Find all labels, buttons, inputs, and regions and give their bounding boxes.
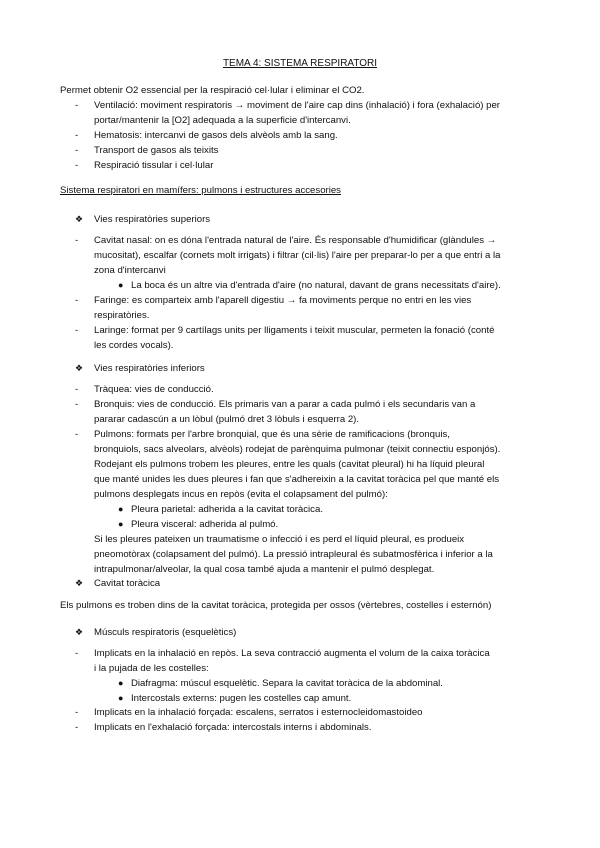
cavitat-nasal-line1: Cavitat nasal: on es dóna l'entrada natural de l'aire. És responsable d'humidificar (glàndules → (94, 235, 497, 246)
inhalacio-repos-line1: Implicats en la inhalació en repòs. La seva contracció augmenta el volum de la caixa toràcica (94, 648, 490, 659)
superiors-heading: Vies respiratòries superiors (94, 214, 211, 225)
cavitat-nasal-line3: zona d'intercanvi (94, 265, 166, 276)
laringe-line1: Laringe: format per 9 cartílags units per lligaments i teixit muscular, permeten la fonació (conté (94, 325, 495, 336)
dash-bullet: - (75, 130, 79, 141)
diamond-bullet-icon: ❖ (75, 214, 84, 224)
dash-bullet: - (75, 707, 79, 718)
diamond-bullet-icon: ❖ (75, 578, 84, 588)
intercostals-item: Intercostals externs: pugen les costelles cap amunt. (131, 693, 352, 704)
diamond-bullet-icon: ❖ (75, 363, 84, 373)
dash-bullet: - (75, 399, 79, 410)
inferiors-heading: Vies respiratòries inferiors (94, 363, 205, 374)
section-heading: Sistema respiratori en mamífers: pulmons i estructures accesories (60, 185, 341, 196)
dash-bullet: - (75, 295, 79, 306)
pleures-text-line3: intrapulmonar/alveolar, la qual cosa també ajuda a mantenir el pulmó desplegat. (94, 564, 435, 575)
intro-item-hematosis: Hematosis: intercanvi de gasos dels alvèols amb la sang. (94, 130, 338, 141)
boca-item: La boca és un altre via d'entrada d'aire (no natural, davant de grans necessitats d'aire). (131, 280, 501, 291)
dot-bullet-icon: ● (118, 280, 124, 290)
dash-bullet: - (75, 722, 79, 733)
pleures-text-line2: pneomotòrax (colapsament del pulmó). La pressió intrapleural és subatmosfèrica i inferior a la (94, 549, 493, 560)
dash-bullet: - (75, 429, 79, 440)
dot-bullet-icon: ● (118, 678, 124, 688)
diafragma-item: Diafragma: múscul esquelètic. Separa la cavitat toràcica de la abdominal. (131, 678, 443, 689)
pulmons-line2: bronquiols, sacs alveolars, alvèols) rodejat de parènquima pulmonar (teixit connectiu esponjós). (94, 444, 501, 455)
intro-item-ventilacio-line2: portar/mantenir la [O2] adequada a la superficie d'intercanvi. (94, 115, 351, 126)
inhalacio-forcada-item: Implicats en la inhalació forçada: escalens, serratos i esternocleidomastoideo (94, 707, 423, 718)
bronquis-line1: Bronquis: vies de conducció. Els primaris van a parar a cada pulmó i els secundaris van a (94, 399, 476, 410)
toracica-text: Els pulmons es troben dins de la cavitat toràcica, protegida per ossos (vèrtebres, costelles i esternón) (60, 600, 492, 611)
pulmons-line3: Rodejant els pulmons trobem les pleures, entre les quals (cavitat pleural) hi ha líquid pleural (94, 459, 485, 470)
pulmons-line1: Pulmons: formats per l'arbre bronquial, que és una sèrie de ramificacions (bronquis, (94, 429, 450, 440)
dot-bullet-icon: ● (118, 504, 124, 514)
faringe-line2: respiratòries. (94, 310, 150, 321)
diamond-bullet-icon: ❖ (75, 627, 84, 637)
traquea-item: Tràquea: vies de conducció. (94, 384, 214, 395)
pulmons-line5: pulmons desplegats incus en repòs (evita el colapsament del pulmó): (94, 489, 388, 500)
toracica-heading: Cavitat toràcica (94, 578, 161, 589)
intro-paragraph: Permet obtenir O2 essencial per la respiració cel·lular i eliminar el CO2. (60, 85, 365, 96)
laringe-line2: les cordes vocals). (94, 340, 174, 351)
dash-bullet: - (75, 235, 79, 246)
inhalacio-repos-line2: i la pujada de les costelles: (94, 663, 209, 674)
pulmons-line4: que manté unides les dues pleures i fan que s'adhereixin a la cavitat toràcica pel que manté els (94, 474, 500, 485)
dot-bullet-icon: ● (118, 519, 124, 529)
dash-bullet: - (75, 145, 79, 156)
pleura-parietal-item: Pleura parietal: adherida a la cavitat toràcica. (131, 504, 323, 515)
cavitat-nasal-line2: mucositat), escalfar (cornets molt irrigats) i filtrar (cil·lis) l'aire per preparar-lo per a que entri a la (94, 250, 501, 261)
intro-item-respiracio: Respiració tissular i cel·lular (94, 160, 214, 171)
dot-bullet-icon: ● (118, 693, 124, 703)
musculs-heading: Músculs respiratoris (esquelètics) (94, 627, 237, 638)
dash-bullet: - (75, 325, 79, 336)
faringe-line1: Faringe: es comparteix amb l'aparell digestiu → fa moviments perque no entri en les vies (94, 295, 472, 306)
intro-item-transport: Transport de gasos als teixits (94, 145, 219, 156)
pleura-visceral-item: Pleura visceral: adherida al pulmó. (131, 519, 279, 530)
dash-bullet: - (75, 160, 79, 171)
pleures-text-line1: Si les pleures pateixen un traumatisme o infecció i es perd el líquid pleural, es produeix (94, 534, 465, 545)
page-title: TEMA 4: SISTEMA RESPIRATORI (222, 58, 378, 69)
intro-item-ventilacio-line1: Ventilació: moviment respiratoris → moviment de l'aire cap dins (inhalació) i fora (exhalació) per (94, 100, 501, 111)
dash-bullet: - (75, 648, 79, 659)
dash-bullet: - (75, 384, 79, 395)
exhalacio-forcada-item: Implicats en l'exhalació forçada: intercostals interns i abdominals. (94, 722, 372, 733)
dash-bullet: - (75, 100, 79, 111)
bronquis-line2: pararar cadascún a un lòbul (pulmó dret 3 lòbuls i esquerra 2). (94, 414, 360, 425)
